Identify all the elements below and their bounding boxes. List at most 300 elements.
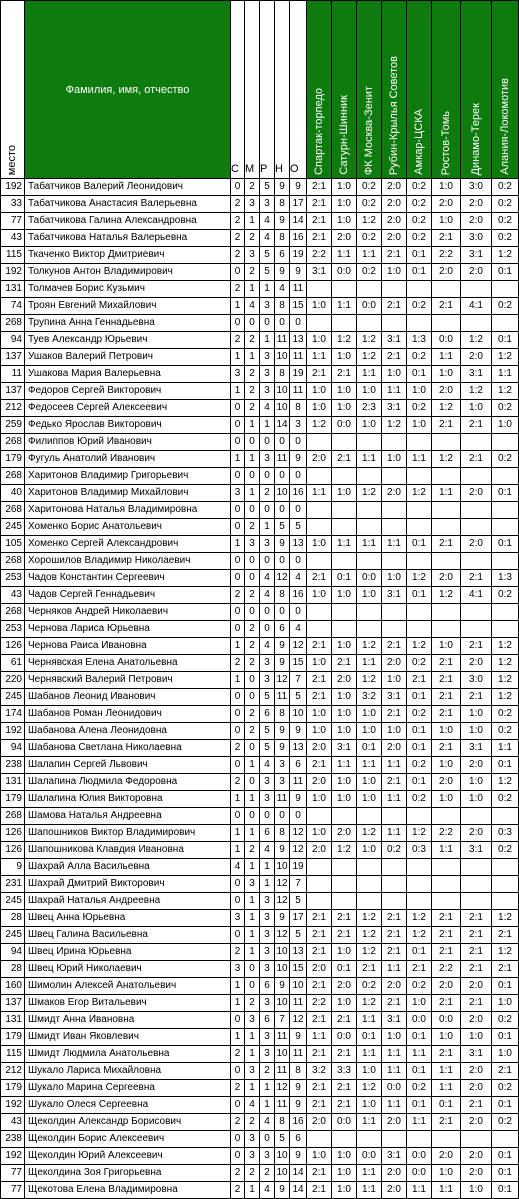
- prediction-cell: 0:2: [407, 298, 432, 315]
- name-cell: Шукало Лариса Михайловна: [25, 1063, 231, 1080]
- stat-cell: 2: [245, 655, 260, 672]
- name-cell: Щеколдина Зоя Григорьевна: [25, 1165, 231, 1182]
- stat-cell: 0: [231, 1131, 245, 1148]
- place-cell: 231: [1, 876, 25, 893]
- stat-cell: 4: [275, 281, 290, 298]
- name-cell: Шахрай Алла Васильевна: [25, 859, 231, 876]
- name-cell: Шахрай Дмитрий Викторович: [25, 876, 231, 893]
- prediction-cell: 1:1: [382, 1097, 407, 1114]
- stat-cell: 0: [231, 893, 245, 910]
- place-cell: 238: [1, 1131, 25, 1148]
- stat-cell: 1: [231, 791, 245, 808]
- stat-cell: 9: [290, 1148, 307, 1165]
- prediction-cell: 1:0: [332, 944, 357, 961]
- prediction-cell: 0:2: [357, 978, 382, 995]
- prediction-cell: 2:0: [461, 1063, 492, 1080]
- table-row: [1, 587, 519, 604]
- stat-cell: 14: [275, 417, 290, 434]
- prediction-cell: [332, 876, 357, 893]
- prediction-cell: [332, 621, 357, 638]
- stat-cell: 0: [245, 315, 260, 332]
- stat-cell: 12: [290, 825, 307, 842]
- name-cell: Швец Юрий Николаевич: [25, 961, 231, 978]
- table-row: [1, 417, 519, 434]
- prediction-cell: 0:1: [407, 944, 432, 961]
- stat-cell: 6: [260, 1012, 275, 1029]
- place-cell: 238: [1, 757, 25, 774]
- stat-cell: 7: [290, 672, 307, 689]
- prediction-cell: 1:0: [307, 383, 332, 400]
- table-row: [1, 519, 519, 536]
- prediction-cell: 1:1: [382, 757, 407, 774]
- table-row: [1, 638, 519, 655]
- prediction-cell: 2:1: [492, 961, 519, 978]
- prediction-cell: 0:2: [407, 196, 432, 213]
- stat-cell: 9: [275, 978, 290, 995]
- stat-cell: 1: [231, 536, 245, 553]
- table-row: [1, 978, 519, 995]
- stat-cell: 12: [275, 927, 290, 944]
- prediction-cell: [382, 876, 407, 893]
- prediction-cell: 0:2: [407, 978, 432, 995]
- prediction-cell: 2:2: [307, 247, 332, 264]
- stat-cell: 3: [231, 366, 245, 383]
- prediction-cell: 1:2: [492, 672, 519, 689]
- prediction-cell: 1:1: [432, 1063, 461, 1080]
- prediction-cell: [492, 315, 519, 332]
- stat-cell: 0: [260, 553, 275, 570]
- prediction-cell: 1:0: [307, 791, 332, 808]
- prediction-cell: 1:1: [332, 757, 357, 774]
- place-cell: 174: [1, 706, 25, 723]
- name-cell: Черняков Андрей Николаевич: [25, 604, 231, 621]
- prediction-cell: 1:2: [492, 638, 519, 655]
- name-cell: Шмидт Иван Яковлевич: [25, 1029, 231, 1046]
- stat-cell: 0: [231, 723, 245, 740]
- stat-cell: 0: [231, 876, 245, 893]
- prediction-cell: 1:0: [382, 570, 407, 587]
- table-row: [1, 485, 519, 502]
- prediction-cell: 1:0: [332, 1165, 357, 1182]
- place-cell: 212: [1, 400, 25, 417]
- prediction-cell: 0:0: [357, 570, 382, 587]
- stat-header-m: М: [245, 1, 260, 179]
- prediction-cell: 1:0: [307, 400, 332, 417]
- prediction-cell: 1:0: [432, 1165, 461, 1182]
- table-row: [1, 791, 519, 808]
- prediction-cell: [357, 604, 382, 621]
- table-row: [1, 502, 519, 519]
- prediction-cell: [307, 519, 332, 536]
- prediction-cell: 0:0: [332, 264, 357, 281]
- prediction-cell: 2:0: [461, 757, 492, 774]
- prediction-cell: [407, 808, 432, 825]
- prediction-cell: 3:1: [382, 587, 407, 604]
- stat-cell: 0: [231, 570, 245, 587]
- stat-cell: 9: [290, 1097, 307, 1114]
- prediction-cell: 1:2: [492, 689, 519, 706]
- stat-cell: 3: [260, 893, 275, 910]
- prediction-cell: [332, 808, 357, 825]
- stat-cell: 1: [245, 825, 260, 842]
- stat-cell: 2: [245, 366, 260, 383]
- prediction-cell: 2:1: [461, 638, 492, 655]
- prediction-cell: 1:1: [382, 1046, 407, 1063]
- stat-cell: 1: [260, 1097, 275, 1114]
- prediction-cell: [407, 621, 432, 638]
- prediction-cell: 2:0: [332, 825, 357, 842]
- name-cell: Харитонов Владимир Михайлович: [25, 485, 231, 502]
- stat-cell: 0: [231, 1063, 245, 1080]
- prediction-cell: 1:0: [307, 825, 332, 842]
- prediction-cell: 1:1: [382, 383, 407, 400]
- stat-cell: 2: [231, 1114, 245, 1131]
- stat-cell: 0: [231, 434, 245, 451]
- table-row: [1, 196, 519, 213]
- stat-cell: 11: [290, 1046, 307, 1063]
- stat-cell: 5: [290, 689, 307, 706]
- stat-cell: 1: [245, 910, 260, 927]
- prediction-cell: 1:2: [407, 638, 432, 655]
- prediction-cell: 2:1: [307, 1046, 332, 1063]
- stat-cell: 11: [290, 349, 307, 366]
- prediction-cell: [357, 893, 382, 910]
- prediction-cell: 2:0: [332, 978, 357, 995]
- prediction-cell: 0:2: [492, 196, 519, 213]
- prediction-cell: [492, 1131, 519, 1148]
- stat-cell: 4: [245, 1097, 260, 1114]
- prediction-cell: 0:2: [407, 400, 432, 417]
- prediction-cell: 1:0: [332, 774, 357, 791]
- stat-cell: 1: [245, 757, 260, 774]
- stat-cell: 2: [245, 230, 260, 247]
- name-cell: Харитонов Владимир Григорьевич: [25, 468, 231, 485]
- table-body: [1, 179, 519, 1199]
- prediction-cell: [307, 859, 332, 876]
- table-row: [1, 672, 519, 689]
- prediction-cell: 1:1: [357, 366, 382, 383]
- table-row: [1, 1165, 519, 1182]
- prediction-cell: 2:0: [382, 740, 407, 757]
- prediction-cell: 0:0: [407, 1148, 432, 1165]
- prediction-cell: 2:0: [461, 264, 492, 281]
- stat-cell: 10: [275, 349, 290, 366]
- prediction-cell: 2:1: [382, 247, 407, 264]
- prediction-cell: 3:0: [461, 672, 492, 689]
- stat-cell: 0: [231, 927, 245, 944]
- prediction-cell: 2:0: [307, 1114, 332, 1131]
- prediction-cell: 1:0: [382, 1029, 407, 1046]
- prediction-cell: 1:0: [332, 587, 357, 604]
- prediction-cell: 0:2: [492, 1012, 519, 1029]
- prediction-cell: 2:2: [432, 825, 461, 842]
- prediction-cell: 0:2: [407, 706, 432, 723]
- stat-cell: 0: [275, 553, 290, 570]
- stat-cell: 0: [290, 434, 307, 451]
- prediction-cell: 2:1: [382, 927, 407, 944]
- place-cell: 94: [1, 944, 25, 961]
- prediction-cell: [332, 553, 357, 570]
- prediction-cell: 2:1: [461, 689, 492, 706]
- prediction-cell: 1:1: [357, 1165, 382, 1182]
- prediction-cell: 0:2: [357, 196, 382, 213]
- prediction-cell: 1:1: [332, 247, 357, 264]
- table-row: [1, 1046, 519, 1063]
- prediction-cell: 1:0: [432, 791, 461, 808]
- prediction-cell: 1:0: [461, 1029, 492, 1046]
- match-header: Динамо-Терек: [461, 1, 492, 179]
- stat-cell: 11: [275, 332, 290, 349]
- prediction-cell: 1:2: [407, 927, 432, 944]
- stat-cell: 0: [231, 519, 245, 536]
- prediction-cell: 1:0: [461, 1182, 492, 1199]
- stat-cell: 12: [275, 672, 290, 689]
- prediction-cell: 1:0: [307, 655, 332, 672]
- prediction-cell: [332, 468, 357, 485]
- prediction-cell: 2:1: [332, 366, 357, 383]
- prediction-cell: 1:0: [432, 366, 461, 383]
- table-row: [1, 383, 519, 400]
- prediction-cell: [492, 553, 519, 570]
- prediction-cell: 0:2: [407, 213, 432, 230]
- stat-cell: 0: [275, 315, 290, 332]
- prediction-cell: 0:0: [332, 417, 357, 434]
- stat-cell: 2: [231, 655, 245, 672]
- stat-cell: 0: [245, 961, 260, 978]
- prediction-cell: 1:2: [492, 774, 519, 791]
- prediction-cell: [357, 621, 382, 638]
- prediction-cell: 2:0: [432, 383, 461, 400]
- stat-cell: 1: [260, 332, 275, 349]
- stat-cell: 8: [275, 825, 290, 842]
- prediction-cell: 1:0: [382, 366, 407, 383]
- stat-cell: 0: [260, 502, 275, 519]
- prediction-cell: [492, 434, 519, 451]
- place-cell: 40: [1, 485, 25, 502]
- prediction-cell: 0:0: [382, 1080, 407, 1097]
- prediction-cell: 1:0: [357, 383, 382, 400]
- prediction-cell: 2:1: [461, 451, 492, 468]
- stat-cell: 10: [275, 383, 290, 400]
- prediction-cell: 1:1: [357, 757, 382, 774]
- prediction-cell: [407, 468, 432, 485]
- place-cell: 179: [1, 451, 25, 468]
- prediction-cell: 2:0: [461, 485, 492, 502]
- prediction-cell: 0:1: [407, 587, 432, 604]
- stat-cell: 11: [275, 1029, 290, 1046]
- prediction-cell: 2:1: [307, 1080, 332, 1097]
- name-cell: Хорошилов Владимир Николаевич: [25, 553, 231, 570]
- place-cell: 33: [1, 196, 25, 213]
- stat-cell: 1: [245, 451, 260, 468]
- prediction-cell: 2:1: [307, 978, 332, 995]
- prediction-cell: 2:1: [307, 1165, 332, 1182]
- prediction-cell: [357, 502, 382, 519]
- place-cell: 192: [1, 1148, 25, 1165]
- stat-cell: 4: [260, 570, 275, 587]
- place-cell: 28: [1, 910, 25, 927]
- stat-cell: 9: [290, 1080, 307, 1097]
- prediction-cell: 1:1: [432, 349, 461, 366]
- stat-cell: 12: [275, 893, 290, 910]
- prediction-cell: 2:1: [332, 910, 357, 927]
- prediction-cell: 1:1: [492, 740, 519, 757]
- stat-cell: 0: [231, 264, 245, 281]
- prediction-cell: 2:2: [432, 961, 461, 978]
- match-header: Сатурн-Шинник: [332, 1, 357, 179]
- prediction-cell: 2:0: [307, 774, 332, 791]
- place-cell: 131: [1, 774, 25, 791]
- stat-cell: 0: [245, 502, 260, 519]
- name-cell: Табатчиков Валерий Леонидович: [25, 179, 231, 196]
- table-row: [1, 434, 519, 451]
- prediction-cell: 1:2: [357, 927, 382, 944]
- table-row: [1, 536, 519, 553]
- name-cell: Чернова Лариса Юрьевна: [25, 621, 231, 638]
- stat-cell: 0: [231, 553, 245, 570]
- match-header: Амкар-ЦСКА: [407, 1, 432, 179]
- stat-cell: 3: [231, 961, 245, 978]
- stat-cell: 6: [290, 757, 307, 774]
- prediction-cell: [382, 434, 407, 451]
- stat-cell: 3: [275, 774, 290, 791]
- prediction-cell: 0:2: [492, 587, 519, 604]
- stat-cell: 1: [245, 349, 260, 366]
- prediction-cell: [461, 876, 492, 893]
- prediction-cell: 2:0: [461, 825, 492, 842]
- prediction-cell: 2:0: [461, 196, 492, 213]
- stat-cell: 5: [260, 740, 275, 757]
- prediction-cell: 2:1: [307, 230, 332, 247]
- prediction-cell: 1:0: [332, 791, 357, 808]
- stat-cell: 0: [245, 808, 260, 825]
- prediction-cell: 1:0: [332, 995, 357, 1012]
- place-cell: 268: [1, 468, 25, 485]
- stat-cell: 0: [245, 468, 260, 485]
- prediction-cell: 1:1: [307, 485, 332, 502]
- prediction-cell: 1:1: [432, 1080, 461, 1097]
- place-cell: 137: [1, 383, 25, 400]
- table-row: [1, 621, 519, 638]
- table-row: [1, 349, 519, 366]
- name-cell: Федько Ярослав Викторович: [25, 417, 231, 434]
- stat-cell: 4: [260, 757, 275, 774]
- prediction-cell: 2:0: [382, 978, 407, 995]
- stat-cell: 5: [275, 519, 290, 536]
- prediction-cell: [307, 315, 332, 332]
- table-row: [1, 468, 519, 485]
- stat-cell: 2: [231, 281, 245, 298]
- stat-cell: 12: [290, 842, 307, 859]
- prediction-cell: [357, 519, 382, 536]
- prediction-cell: 0:1: [492, 978, 519, 995]
- prediction-cell: 0:2: [492, 213, 519, 230]
- prediction-cell: 0:2: [492, 706, 519, 723]
- stat-cell: 13: [290, 944, 307, 961]
- prediction-cell: 2:1: [307, 179, 332, 196]
- stat-cell: 0: [231, 1097, 245, 1114]
- prediction-cell: 2:1: [461, 944, 492, 961]
- prediction-cell: [432, 893, 461, 910]
- stat-cell: 3: [260, 1046, 275, 1063]
- stat-cell: 2: [245, 383, 260, 400]
- stat-cell: 10: [275, 1046, 290, 1063]
- fio-header: Фамилия, имя, отчество: [25, 1, 231, 179]
- prediction-cell: [432, 434, 461, 451]
- prediction-cell: 3:3: [332, 1063, 357, 1080]
- stat-cell: 1: [245, 944, 260, 961]
- prediction-cell: [407, 859, 432, 876]
- table-row: [1, 604, 519, 621]
- prediction-cell: 1:1: [357, 655, 382, 672]
- stat-cell: 1: [260, 1080, 275, 1097]
- prediction-cell: 2:0: [382, 1165, 407, 1182]
- place-cell: 268: [1, 553, 25, 570]
- stat-cell: 12: [290, 1012, 307, 1029]
- prediction-cell: 1:3: [492, 570, 519, 587]
- stat-cell: 19: [290, 859, 307, 876]
- match-header: Ростов-Томь: [432, 1, 461, 179]
- stat-cell: 13: [290, 740, 307, 757]
- stat-cell: 3: [245, 247, 260, 264]
- prediction-cell: 0:2: [492, 451, 519, 468]
- prediction-cell: 4:1: [461, 298, 492, 315]
- place-cell: 28: [1, 961, 25, 978]
- stat-cell: 3: [260, 655, 275, 672]
- prediction-cell: [461, 519, 492, 536]
- prediction-cell: [307, 553, 332, 570]
- stat-cell: 3: [245, 1012, 260, 1029]
- prediction-cell: 3:0: [461, 179, 492, 196]
- prediction-cell: [357, 808, 382, 825]
- stat-cell: 9: [275, 638, 290, 655]
- prediction-cell: 0:1: [492, 1182, 519, 1199]
- prediction-cell: 1:1: [357, 451, 382, 468]
- prediction-cell: [492, 281, 519, 298]
- prediction-cell: 2:0: [307, 451, 332, 468]
- prediction-cell: 0:2: [407, 655, 432, 672]
- prediction-cell: 1:2: [407, 485, 432, 502]
- prediction-cell: [382, 1131, 407, 1148]
- prediction-cell: [461, 859, 492, 876]
- prediction-cell: 0:2: [492, 400, 519, 417]
- prediction-cell: 2:0: [307, 740, 332, 757]
- stat-cell: 3: [260, 910, 275, 927]
- stat-cell: 8: [275, 587, 290, 604]
- prediction-cell: 2:1: [432, 927, 461, 944]
- prediction-cell: [382, 502, 407, 519]
- name-cell: Швец Ирина Юрьевна: [25, 944, 231, 961]
- prediction-cell: [407, 519, 432, 536]
- name-cell: Ткаченко Виктор Дмитриевич: [25, 247, 231, 264]
- prediction-cell: [407, 893, 432, 910]
- prediction-cell: 1:1: [407, 1182, 432, 1199]
- name-cell: Шукало Олеся Сергеевна: [25, 1097, 231, 1114]
- prediction-cell: 1:1: [407, 1114, 432, 1131]
- table-row: [1, 995, 519, 1012]
- prediction-cell: [357, 468, 382, 485]
- place-cell: 126: [1, 825, 25, 842]
- prediction-cell: [407, 876, 432, 893]
- stat-cell: 2: [231, 1165, 245, 1182]
- stat-cell: 13: [290, 536, 307, 553]
- prediction-cell: 1:2: [407, 910, 432, 927]
- prediction-cell: 1:0: [382, 672, 407, 689]
- name-cell: Чадов Сергей Геннадьевич: [25, 587, 231, 604]
- stat-cell: 10: [290, 978, 307, 995]
- stat-cell: 3: [245, 1148, 260, 1165]
- prediction-cell: 2:0: [461, 1080, 492, 1097]
